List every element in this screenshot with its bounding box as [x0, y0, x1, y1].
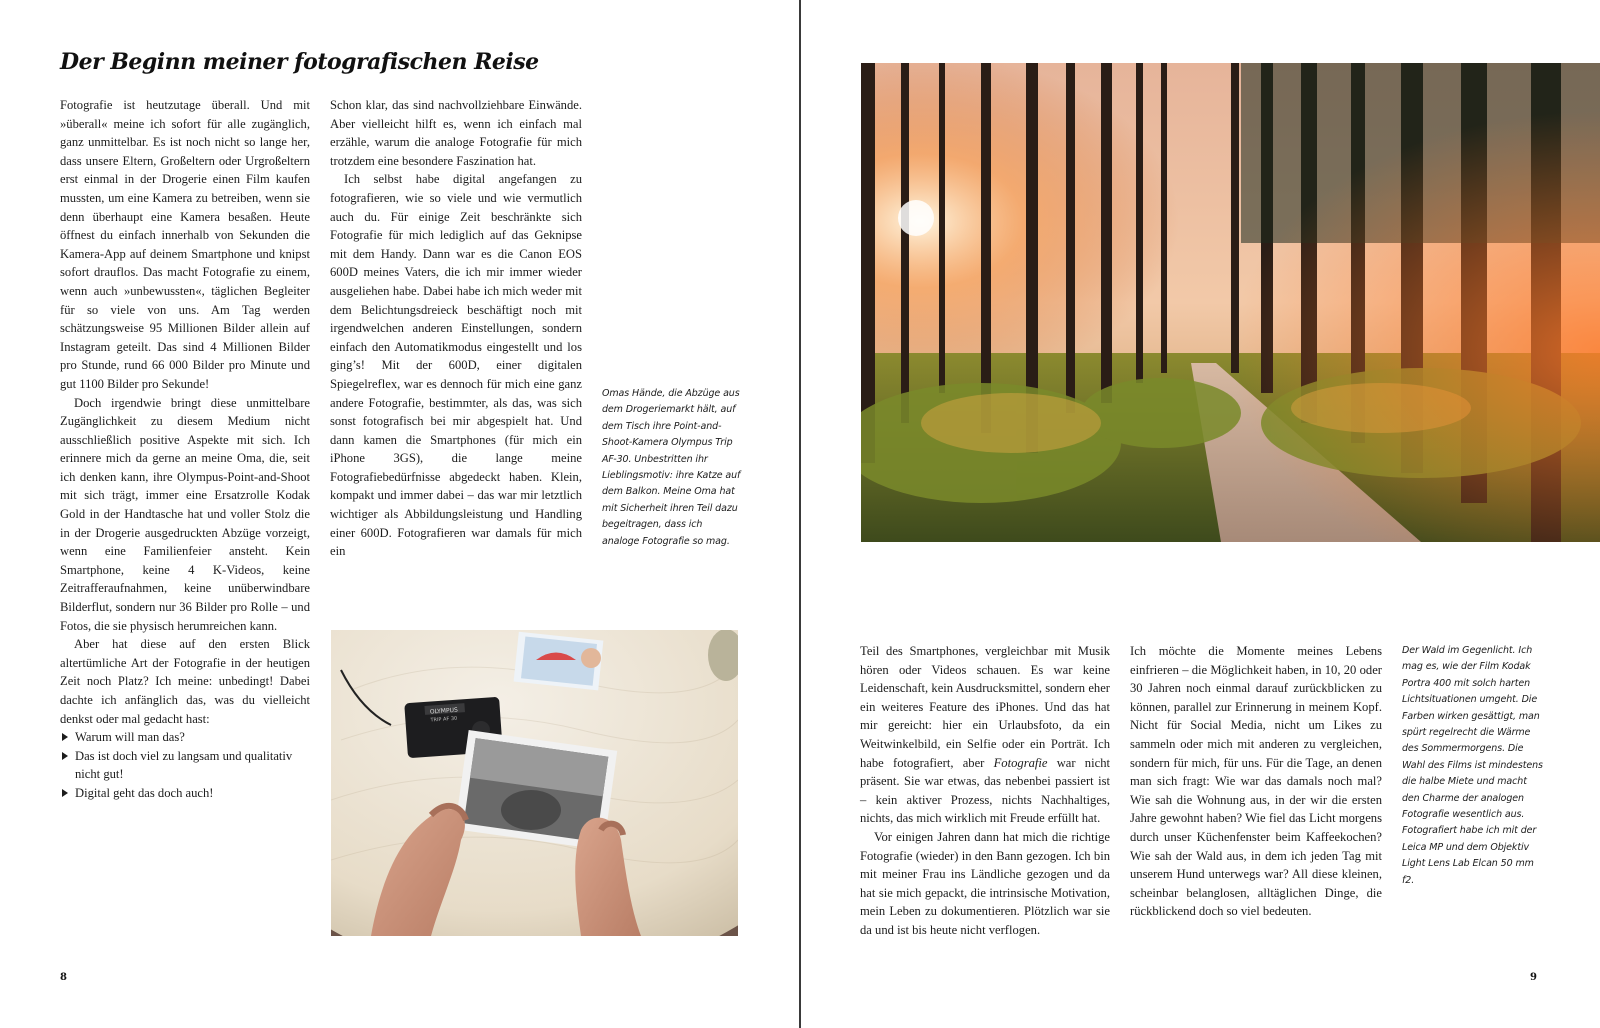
text-column-2	[330, 96, 582, 561]
chapter-title: Der Beginn meiner fotografischen Reise	[60, 49, 539, 75]
photo-caption-forest: Der Wald im Gegenlicht. Ich mag es, wie der Film Kodak Portra 400 mit solch harten Lichtsituationen umgeht. Die Farben wirken gesättigt, man spürt regelrecht die Wärme des Sommermorgens. Die Wahl des Films ist mindestens die halbe Miete und macht den Charme der analogen Fotografie wesentlich aus. Fotografiert habe ich mit der Leica MP und dem Objektiv Light Lens Lab Elcan 50 mm f2.	[1402, 645, 1543, 886]
paragraph-text: Teil des Smartphones, vergleichbar mit Musik hören oder Videos schauen. Es war keine Leidenschaft, kein Ausdrucksmittel, sondern eher ein weiteres Feature des iPhones. Und das hat mir gereicht: hier ein Urlaubsfoto, da ein Weitwinkelbild, ein Selfie oder ein Porträt. Ich habe fotografiert, aber	[860, 644, 1110, 770]
camera-brand-label: OLYMPUS	[429, 706, 459, 716]
paragraph: Aber hat diese auf den ersten Blick altertümliche Art der Fotografie in der heutigen Zeit noch Platz? Ich meine: unbedingt! Dabei dachte ich anfänglich das, was du vielleicht denkst oder mal gedacht hast:	[60, 637, 310, 726]
photo-forest-image	[861, 63, 1600, 542]
paragraph	[860, 642, 1110, 828]
text-column-1	[60, 96, 310, 803]
paragraph: Doch irgendwie bringt diese unmittelbare Zugänglichkeit zu diesem Medium nicht ausschließlich positive Aspekte mit sich. Ich erinnere mich da gerne an meine Oma, die, seit ich denken kann, ihre Olympus-Point-and-Shoot mit sich trägt, immer eine Ersatzrolle Kodak Gold in der Handtasche hat und voller Stolz die in der Drogerie ausgedruckten Abzüge vorzeigt, wenn eine Familienfeier ansteht. Kein Smartphone, keine 4 K-Videos, keine Zeitrafferaufnahmen, keine unüberwindbare Bilderflut, sondern nur 36 Bilder pro Rolle – und Fotos, die sie physisch herumreichen kann.	[60, 395, 310, 633]
photo-hands-image	[331, 630, 738, 936]
photo-grandma-hands	[331, 630, 738, 936]
photo-caption-hands: Omas Hände, die Abzüge aus dem Drogeriemarkt hält, auf dem Tisch ihre Point-and-Shoot-Kamera Olympus Trip AF-30. Unbestritten ihr Lieblingsmotiv: ihre Katze auf dem Balkon. Meine Oma hat mit Sicherheit ihren Teil dazu begeitragen, dass ich analoge Fotografie so mag.	[602, 388, 741, 547]
emphasis-text: Fotografie	[993, 755, 1048, 770]
paragraph: Ich möchte die Momente meines Lebens einfrieren – die Möglichkeit haben, in 10, 20 oder 30 Jahren noch einmal darauf zurückblicken zu können, parallel zur Erinnerung in meinem Kopf. Nicht für Social Media, nicht um Likes zu sammeln oder mich mit anderen zu vergleichen, sondern für mich, für uns. Für die Tage, an denen man sich fragt: Wie war das damals noch mal? Wie sah die Wohnung aus, in der wir die ersten Jahre gewohnt haben? Wie fiel das Licht morgens durch unser Küchenfenster beim Kaffeekochen? Wie sah der Wald aus, in dem ich jeden Tag mit unserem Hund unterwegs war? All diese kleinen, scheinbar belanglosen, alltäglichen Dinge, die rückblickend doch so viel bedeuten.	[1130, 644, 1382, 919]
bullet-item: Warum will man das?	[60, 728, 310, 747]
paragraph: Schon klar, das sind nachvollziehbare Einwände. Aber vielleicht hilft es, wenn ich einfach mal erzähle, warum die analoge Fotografie für mich trotzdem eine besondere Faszination hat.	[330, 98, 582, 168]
paragraph: Fotografie ist heutzutage überall. Und mit »überall« meine ich sofort für alle zugänglich, ganz unmittelbar. Es ist noch nicht so lange her, dass unsere Eltern, Großeltern oder Urgroßeltern erst einmal in der Drogerie einen Film kaufen mussten, um eine Kamera zu betreiben, wenn sie denn überhaupt eine Kamera besaßen. Heute öffnest du einfach innerhalb von Sekunden die Kamera-App auf deinem Smartphone und knipst sofort drauflos. Das macht Fotografie zu einem, wenn auch »unbewussten«, täglichen Begleiter für so viele von uns. Am Tag werden schätzungsweise 95 Millionen Bilder allein auf Instagram geteilt. Das sind 4 Millionen Bilder pro Stunde, rund 66 000 Bilder pro Minute und gut 1100 Bilder pro Sekunde!	[60, 98, 310, 391]
bullet-item: Digital geht das doch auch!	[60, 784, 310, 803]
camera-model-label: TRIP AF 30	[430, 715, 458, 724]
page-number-right: 9	[1530, 972, 1537, 983]
bullet-list	[60, 728, 310, 802]
book-gutter	[799, 0, 801, 1028]
photo-forest-sunlight	[861, 63, 1600, 542]
text-column-3	[860, 642, 1110, 940]
page-number-left: 8	[60, 972, 67, 983]
text-column-4	[1130, 642, 1382, 921]
paragraph: Vor einigen Jahren dann hat mich die richtige Fotografie (wieder) in den Bann gezogen. Ich bin mit meiner Frau ins Ländliche gezogen und da hat sie mich gepackt, die intrinsische Motivation, mein Leben zu dokumentieren. Plötzlich war sie da und ist bis heute nicht verflogen.	[860, 829, 1110, 937]
paragraph-text: war nicht präsent. Sie war etwas, das nebenbei passiert ist – kein aktiver Prozess, nichts Nachhaltiges, nichts, das mich wirklich mit Freude erfüllt hat.	[860, 755, 1110, 826]
bullet-item: Das ist doch viel zu langsam und qualitativ nicht gut!	[60, 747, 310, 784]
paragraph: Ich selbst habe digital angefangen zu fotografieren, wie so viele und wie vermutlich auch du. Für einige Zeit beschränkte sich Fotografie für mich lediglich auf das Geknipse mit dem Handy. Dann war es die Canon EOS 600D meines Vaters, die ich mir immer wieder ausgeliehen habe. Dabei habe ich mich weder mit dem Belichtungsdreieck beschäftigt noch mit irgendwelchen anderen Einstellungen, sondern einfach den Automatikmodus eingestellt und los ging’s! Mit der 600D, einer digitalen Spiegelreflex, war es dennoch für mich eine ganz andere Fotografie, bestimmter, als das, was sich sonst fotografisch bei mir abgespielt hat. Und dann kamen die Smartphones (für mich ein iPhone 3GS), die lange meine Fotografiebedürfnisse abgedeckt haben. Klein, kompakt und immer dabei – das war mir letztlich wichtiger als Abbildungsleistung und Handling einer 600D. Fotografieren war damals für mich ein	[330, 172, 582, 559]
